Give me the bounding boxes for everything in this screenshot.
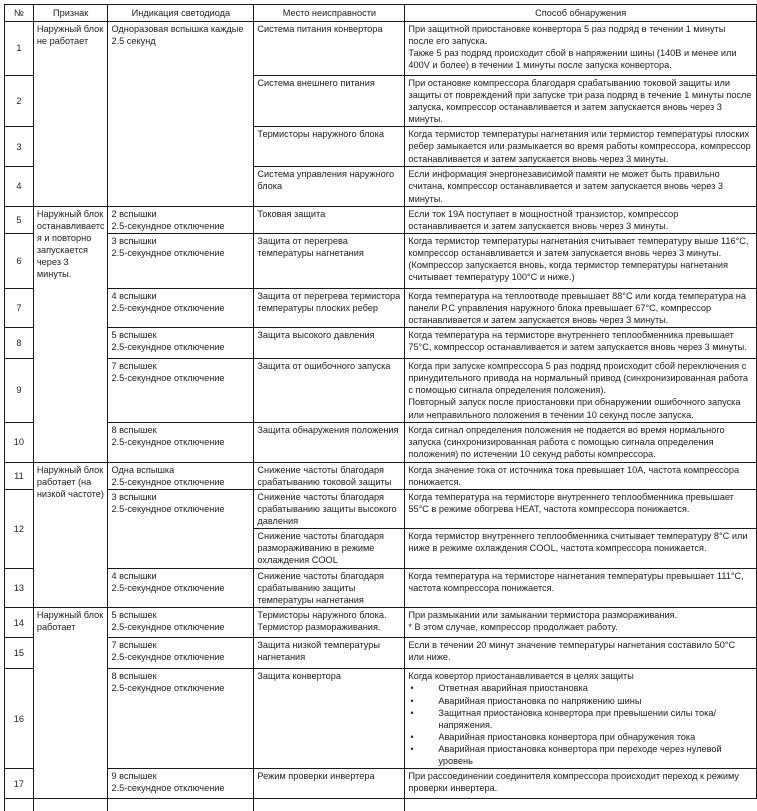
header-method: Способ обнаружения — [405, 5, 757, 22]
led-pause: 2.5-секундное отключение — [111, 583, 225, 594]
method-line: Когда ковертор приостанавливается в целях защиты — [408, 671, 634, 682]
table-row — [5, 328, 757, 359]
method-cell: Если ток 19А поступает в мощностной транзистор, компрессор останавливается и затем запускается вновь через 3 минуты. — [405, 206, 757, 233]
led-pause: 2.5-секундное отключение — [111, 783, 225, 794]
method-line: Когда при запуске компрессора 5 раз подряд происходит сбой переключения с принудительного привода на нормальный привод (синхронизированная работа с помощью сигнала определения положения). — [408, 361, 748, 396]
method-line: При размыкании или замыкании термистора размораживания. — [408, 610, 678, 621]
row-number: 14 — [5, 608, 34, 638]
method-cell — [405, 359, 757, 422]
sign-cell: Наружный блок останавливаетс я и повторно запускается через 3 минуты. — [33, 206, 108, 462]
led-cell — [108, 359, 254, 422]
empty-cell — [108, 799, 254, 811]
method-cell — [405, 669, 757, 769]
table-row — [5, 359, 757, 422]
led-pause: 2.5-секундное отключение — [111, 247, 225, 258]
table-row — [5, 669, 757, 769]
list-item: • Аварийная приостановка конвертора при переходе через нулевой уровень — [408, 743, 753, 767]
method-line: Повторный запуск после приостановки при обнаружении ошибочного запуска или неправильного положения в течении 10 секунд после запуска. — [408, 397, 741, 420]
led-cell — [108, 328, 254, 359]
place-cell: Защита низкой температуры нагнетания — [254, 638, 405, 669]
led-pause: 2.5-секундное отключение — [111, 683, 225, 694]
row-number: 3 — [5, 127, 34, 167]
place-cell: Защита от ошибочного запуска — [254, 359, 405, 422]
method-line: Когда термистор температуры нагнетания считывает температуру выше 116°С, компрессор останавливается и затем запускается вновь через 3 минуты. — [408, 235, 749, 258]
led-cell — [108, 638, 254, 669]
row-number: 1 — [5, 22, 34, 76]
empty-cell — [33, 799, 108, 811]
place-cell: Защита высокого давления — [254, 328, 405, 359]
table-row — [5, 206, 757, 233]
led-flashes: 3 вспышки — [111, 491, 157, 502]
method-cell: Когда значение тока от источника тока превышает 10А, частота компрессора понижается. — [405, 462, 757, 489]
protection-list — [408, 682, 753, 767]
row-number: 4 — [5, 167, 34, 206]
method-line: (Компрессор запускается вновь, когда термистор температуры нагнетания считывает температуру 100°С и ниже.) — [408, 260, 729, 283]
place-cell: Система питания конвертора — [254, 22, 405, 76]
sign-cell: Наружный блок не работает — [33, 22, 108, 207]
led-pause: 2.5-секундное отключение — [111, 503, 225, 514]
sign-cell: Наружный блок работает (на низкой частоте) — [33, 462, 108, 608]
method-line: * В этом случае, компрессор продолжает работу. — [408, 622, 618, 633]
method-cell: При остановке компрессора благодаря срабатыванию токовой защиты или защиты от повреждений при запуске три раза подряд в течение 1 минуты после запуска, компрессор останавливается и затем запускается вновь через 3 минуты. — [405, 76, 757, 127]
led-flashes: 7 вспышек — [111, 640, 157, 651]
led-flashes: 3 вспышки — [111, 235, 157, 246]
row-number: 17 — [5, 769, 34, 799]
row-number: 7 — [5, 288, 34, 327]
row-number: 5 — [5, 206, 34, 233]
led-flashes: 5 вспышек — [111, 330, 157, 341]
list-item: • Аварийная приостановка конвертора при обнаружения тока — [408, 731, 753, 743]
header-place: Место неисправности — [254, 5, 405, 22]
fault-diagnosis-table-page — [4, 4, 757, 811]
method-cell: При рассоединении соединителя компрессора происходит переход к режиму проверки инвертера. — [405, 769, 757, 799]
led-cell — [108, 769, 254, 799]
led-pause: 2.5-секундное отключение — [111, 373, 225, 384]
place-cell: Снижение частоты благодаря срабатыванию защиты температуры нагнетания — [254, 569, 405, 608]
list-item: • Защитная приостановка конвертора при превышении силы тока/напряжения. — [408, 707, 753, 731]
method-cell: Когда термистор внутреннего теплообменника считывает температуру 8°С или ниже в режиме охлаждения COOL, частота компрессора понижается. — [405, 529, 757, 569]
place-cell: Защита от перегрева температуры нагнетания — [254, 233, 405, 288]
led-cell — [108, 489, 254, 568]
table-row-continuation — [5, 799, 757, 811]
led-cell — [108, 288, 254, 327]
table-row — [5, 638, 757, 669]
row-number: 9 — [5, 359, 34, 422]
led-pause: 2.5-секундное отключение — [111, 302, 225, 313]
place-cell: Термисторы наружного блока — [254, 127, 405, 167]
header-num: № — [5, 5, 34, 22]
method-line: При защитной приостановке конвертора 5 раз подряд в течении 1 минуты после его запуска. — [408, 24, 726, 47]
place-cell: Система управления наружного блока — [254, 167, 405, 206]
table-row — [5, 489, 757, 528]
fault-diagnosis-table — [4, 4, 757, 811]
place-cell: Снижение частоты благодаря размораживанию в режиме охлаждения COOL — [254, 529, 405, 569]
header-led: Индикация светодиода — [108, 5, 254, 22]
led-cell — [108, 669, 254, 769]
led-cell — [108, 569, 254, 608]
header-sign: Признак — [33, 5, 108, 22]
table-row — [5, 769, 757, 799]
method-cell: Когда температура на теплоотводе превышает 88°С или когда температура на панели Р.С управления наружного блока превышает 67°С, компрессор останавливается и затем запускается вновь через 3 минуты. — [405, 288, 757, 327]
led-flashes: 7 вспышек — [111, 361, 157, 372]
empty-cell — [5, 799, 34, 811]
table-row — [5, 288, 757, 327]
method-cell: Когда сигнал определения положения не подается во время нормального запуска (синхронизированная работа с помощью сигнала определения положения) по истечении 10 секунд работы компрессора. — [405, 422, 757, 462]
place-cell: Защита обнаружения положения — [254, 422, 405, 462]
led-pause: 2.5-секундное отключение — [111, 622, 225, 633]
row-number: 15 — [5, 638, 34, 669]
method-cell — [405, 22, 757, 76]
led-cell — [108, 422, 254, 462]
led-flashes: 2 вспышки — [111, 208, 157, 219]
sign-cell: Наружный блок работает — [33, 608, 108, 799]
row-number: 11 — [5, 462, 34, 489]
row-number: 16 — [5, 669, 34, 769]
method-cell: Когда температура на термисторе внутреннего теплообменника превышает 75°С, компрессор останавливается и затем запускается вновь через 3 минуты. — [405, 328, 757, 359]
method-cell: Когда температура на термисторе нагнетания температуры превышает 111°С, частота компрессора понижается. — [405, 569, 757, 608]
led-flashes: Одна вспышка — [111, 464, 175, 475]
row-number: 13 — [5, 569, 34, 608]
led-cell — [108, 233, 254, 288]
led-pause: 2.5-секундное отключение — [111, 476, 225, 487]
led-cell — [108, 608, 254, 638]
led-flashes: 4 вспышки — [111, 290, 157, 301]
method-cell: Если информация энергонезависимой памяти не может быть правильно считана, компрессор останавливается и затем запускается вновь через 3 минуты. — [405, 167, 757, 206]
led-flashes: 5 вспышек — [111, 610, 157, 621]
table-header-row — [5, 5, 757, 22]
table-row — [5, 462, 757, 489]
place-cell: Защита от перегрева термистора температуры плоских ребер — [254, 288, 405, 327]
led-pause: 2.5-секундное отключение — [111, 342, 225, 353]
place-cell: Защита конвертора — [254, 669, 405, 769]
table-row — [5, 422, 757, 462]
place-cell: Термисторы наружного блока. Термистор размораживания. — [254, 608, 405, 638]
method-line: Также 5 раз подряд происходит сбой в напряжении шины (140В и менее или 400V и более) в течении 1 минуты после запуска конвертора. — [408, 48, 737, 71]
table-row — [5, 233, 757, 288]
method-cell: Если в течении 20 минут значение температуры нагнетания составило 50°С или ниже. — [405, 638, 757, 669]
method-cell: Когда температура на термисторе внутреннего теплообменника превышает 55°С в режиме обогрева HEAT, частота компрессора понижается. — [405, 489, 757, 528]
place-cell: Система внешнего питания — [254, 76, 405, 127]
led-pause: 2.5-секундное отключение — [111, 652, 225, 663]
table-row — [5, 22, 757, 76]
method-cell — [405, 608, 757, 638]
led-cell: Одноразовая вспышка каждые 2.5 секунд — [108, 22, 254, 207]
led-pause: 2.5-секундное отключение — [111, 220, 225, 231]
led-cell — [108, 206, 254, 233]
list-item: • Аварийная приостановка по напряжению шины — [408, 695, 753, 707]
led-flashes: 8 вспышек — [111, 424, 157, 435]
row-number: 10 — [5, 422, 34, 462]
led-flashes: 8 вспышек — [111, 671, 157, 682]
row-number: 8 — [5, 328, 34, 359]
table-row — [5, 569, 757, 608]
led-pause: 2.5-секундное отключение — [111, 436, 225, 447]
led-cell — [108, 462, 254, 489]
led-flashes: 4 вспышки — [111, 571, 157, 582]
row-number: 2 — [5, 76, 34, 127]
row-number: 12 — [5, 489, 34, 568]
place-cell: Снижение частоты благодаря срабатыванию защиты высокого давления — [254, 489, 405, 528]
table-row — [5, 608, 757, 638]
method-cell: Когда термистор температуры нагнетания или термистор температуры плоских ребер замыкается или размыкается во время работы компрессора, компрессор останавливается и затем запускается вновь через 3 минуты. — [405, 127, 757, 167]
method-cell — [405, 233, 757, 288]
led-flashes: 9 вспышек — [111, 771, 157, 782]
place-cell: Режим проверки инвертера — [254, 769, 405, 799]
place-cell: Токовая защита — [254, 206, 405, 233]
row-number: 6 — [5, 233, 34, 288]
list-item: • Ответная аварийная приостановка — [408, 682, 753, 694]
place-cell: Снижение частоты благодаря срабатыванию токовой защиты — [254, 462, 405, 489]
empty-cell — [254, 799, 405, 811]
